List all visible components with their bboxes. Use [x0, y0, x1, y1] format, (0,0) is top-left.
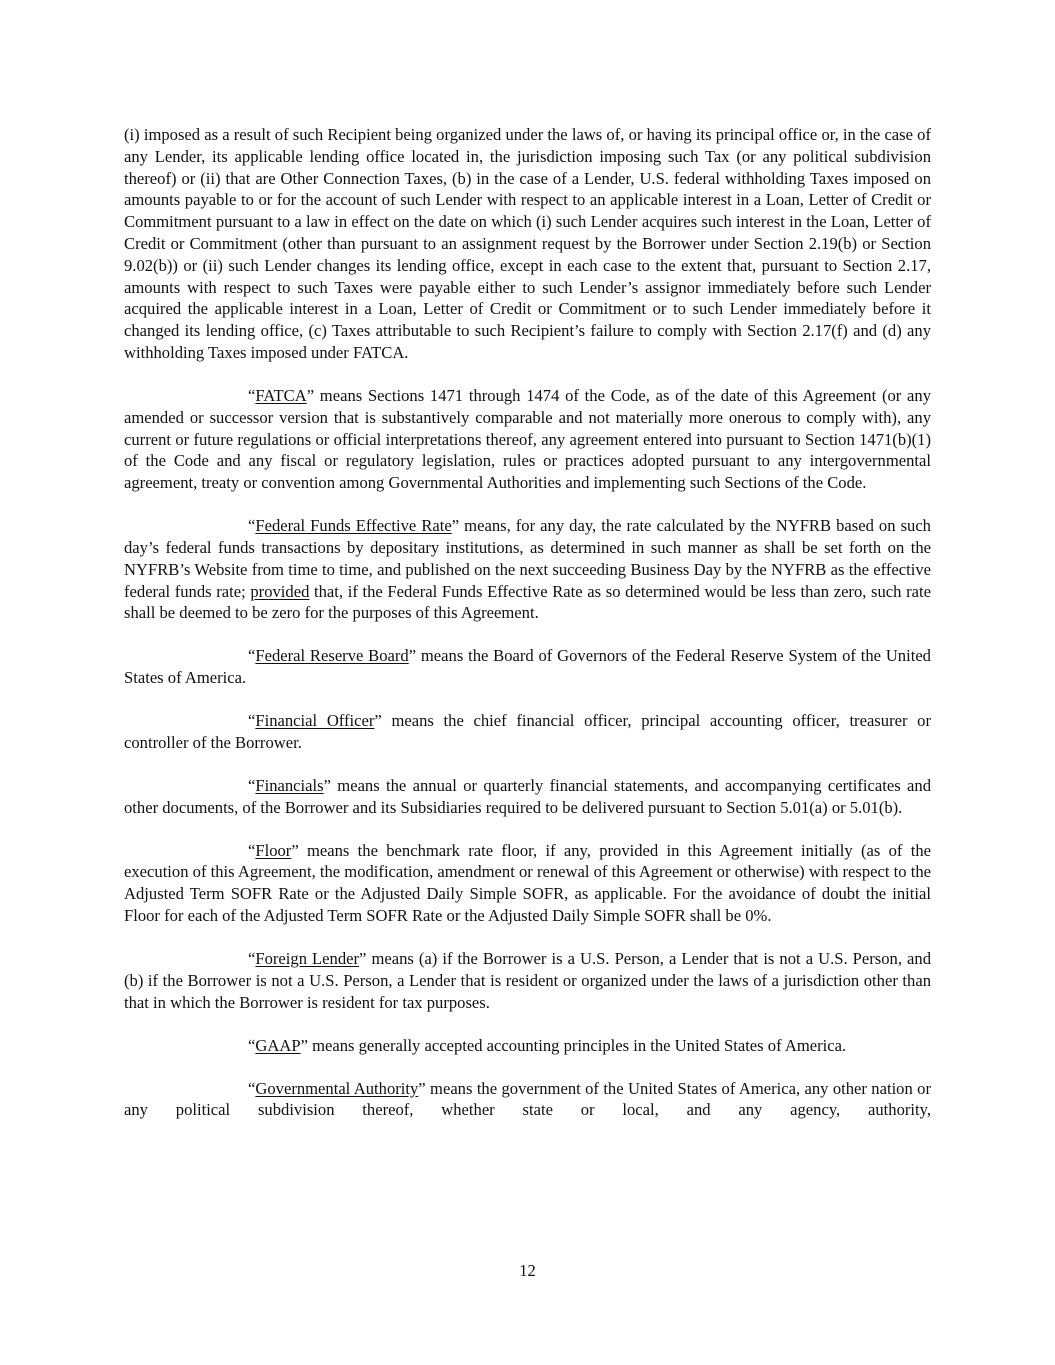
definition-text-continued: that, if the Federal Funds Effective Rate as so determined would be less than zero, such rate shall be deemed to be zero for the purposes of this Agreement.	[124, 581, 931, 623]
open-quote: “	[248, 1035, 256, 1055]
definition-gaap	[124, 1035, 931, 1057]
open-quote: “	[248, 646, 256, 666]
provided-term: provided	[250, 581, 310, 601]
document-page	[124, 124, 931, 1121]
page-number: 12	[519, 1261, 536, 1280]
definition-federal-reserve-board	[124, 645, 931, 689]
definition-foreign-lender	[124, 948, 931, 1013]
definition-floor	[124, 840, 931, 927]
defined-term: GAAP	[255, 1035, 301, 1055]
defined-term: Federal Funds Effective Rate	[255, 516, 452, 536]
defined-term: Financials	[255, 775, 324, 795]
definition-financial-officer	[124, 710, 931, 754]
open-quote: “	[248, 840, 256, 860]
open-quote: “	[248, 775, 256, 795]
defined-term: Federal Reserve Board	[255, 646, 409, 666]
open-quote: “	[248, 711, 256, 731]
definition-text: ” means the benchmark rate floor, if any, provided in this Agreement initially (as of the execution of this Agreement, the modification, amendment or renewal of this Agreement or otherwise) with respect to the Adjusted Term SOFR Rate or the Adjusted Daily Simple SOFR, as applicable. For the avoidance of doubt the initial Floor for each of the Adjusted Term SOFR Rate or the Adjusted Daily Simple SOFR shall be 0%.	[124, 840, 931, 926]
definition-text: ” means the government of the United States of America, any other nation or any political subdivision thereof, whether state or local, and any agency, authority,	[124, 1078, 931, 1120]
definition-text: ” means (a) if the Borrower is a U.S. Person, a Lender that is not a U.S. Person, and (b) if the Borrower is not a U.S. Person, a Lender that is resident or organized under the laws of a jurisdiction other than that in which the Borrower is resident for tax purposes.	[124, 949, 931, 1012]
definition-text: ” means, for any day, the rate calculated by the NYFRB based on such day’s federal funds transactions by depositary institutions, as determined in such manner as shall be set forth on the NYFRB’s Website from time to time, and published on the next succeeding Business Day by the NYFRB as the effective federal funds rate;	[124, 516, 931, 601]
definition-financials	[124, 775, 931, 819]
definition-text: ” means the Board of Governors of the Federal Reserve System of the United States of America.	[124, 646, 931, 688]
defined-term: Financial Officer	[255, 711, 375, 731]
defined-term: Governmental Authority	[255, 1078, 419, 1098]
open-quote: “	[248, 385, 256, 405]
open-quote: “	[248, 949, 256, 969]
definition-federal-funds-effective-rate	[124, 515, 931, 624]
definition-fatca	[124, 385, 931, 494]
open-quote: “	[248, 1078, 256, 1098]
definition-text: ” means the annual or quarterly financial statements, and accompanying certificates and other documents, of the Borrower and its Subsidiaries required to be delivered pursuant to Section 5.01(a) or 5.01(b).	[124, 775, 931, 817]
definition-text: ” means the chief financial officer, principal accounting officer, treasurer or controller of the Borrower.	[124, 711, 931, 752]
defined-term: FATCA	[255, 385, 307, 405]
open-quote: “	[248, 516, 256, 536]
definition-governmental-authority	[124, 1078, 931, 1122]
intro-paragraph: (i) imposed as a result of such Recipient being organized under the laws of, or having its principal office or, in the case of any Lender, its applicable lending office located in, the jurisdiction imposing such Tax (or any political subdivision thereof) or (ii) that are Other Connection Taxes, (b) in the case of a Lender, U.S. federal withholding Taxes imposed on amounts payable to or for the account of such Lender with respect to an applicable interest in a Loan, Letter of Credit or Commitment pursuant to a law in effect on the date on which (i) such Lender acquires such interest in the Loan, Letter of Credit or Commitment (other than pursuant to an assignment request by the Borrower under Section 2.19(b) or Section 9.02(b)) or (ii) such Lender changes its lending office, except in each case to the extent that, pursuant to Section 2.17, amounts with respect to such Taxes were payable either to such Lender’s assignor immediately before such Lender acquired the applicable interest in a Loan, Letter of Credit or Commitment or to such Lender immediately before it changed its lending office, (c) Taxes attributable to such Recipient’s failure to comply with Section 2.17(f) and (d) any withholding Taxes imposed under FATCA.	[124, 125, 931, 362]
definition-text: ” means generally accepted accounting principles in the United States of America.	[300, 1035, 847, 1055]
defined-term: Foreign Lender	[255, 949, 360, 969]
defined-term: Floor	[255, 840, 292, 860]
definition-text: ” means Sections 1471 through 1474 of the Code, as of the date of this Agreement (or any amended or successor version that is substantively comparable and not materially more onerous to comply with), any current or future regulations or official interpretations thereof, any agreement entered into pursuant to Section 1471(b)(1) of the Code and any fiscal or regulatory legislation, rules or practices adopted pursuant to any intergovernmental agreement, treaty or convention among Governmental Authorities and implementing such Sections of the Code.	[124, 385, 931, 493]
